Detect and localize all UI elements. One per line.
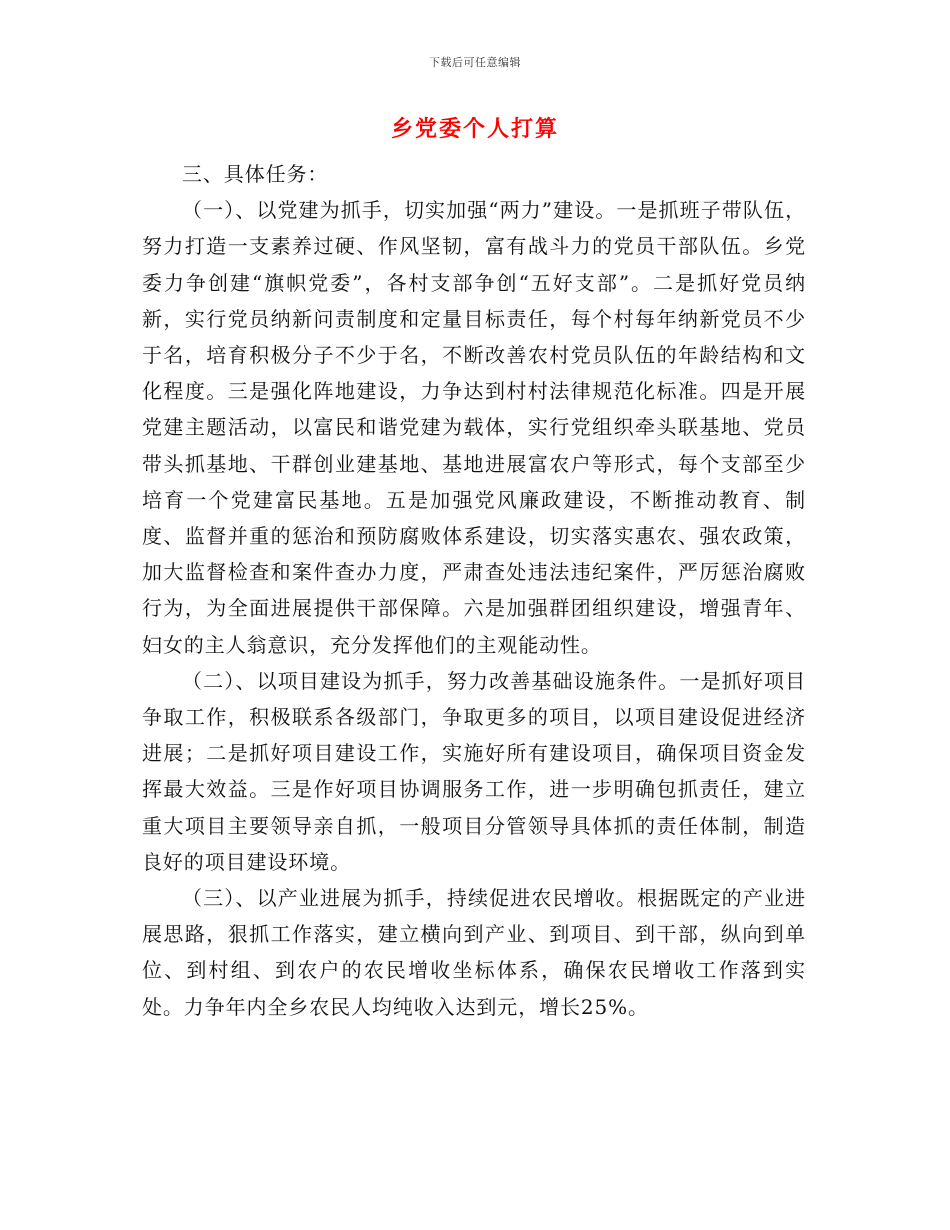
document-title: 乡党委个人打算 [390,116,559,142]
header-note: 下载后可任意编辑 [429,56,521,69]
document-body [142,156,806,1025]
paragraph-project-construction: （二）、以项目建设为抓手，努力改善基础设施条件。一是抓好项目争取工作，积极联系各级部门，争取更多的项目，以项目建设促进经济进展；二是抓好项目建设工作，实施好所有建设项目，确保项目资金发挥最大效益。三是作好项目协调服务工作，进一步明确包抓责任，建立重大项目主要领导亲自抓，一般项目分管领导具体抓的责任体制，制造良好的项目建设环境。 [142,668,806,874]
paragraph-industry-development: （三）、以产业进展为抓手，持续促进农民增收。根据既定的产业进展思路，狠抓工作落实，建立横向到产业、到项目、到干部，纵向到单位、到村组、到农户的农民增收坐标体系，确保农民增收工作落到实处。力争年内全乡农民人均纯收入达到元，增长25%。 [142,886,806,1019]
paragraph-party-building: （一）、以党建为抓手，切实加强“两力”建设。一是抓班子带队伍，努力打造一支素养过硬、作风坚韧，富有战斗力的党员干部队伍。乡党委力争创建“旗帜党委”，各村支部争创“五好支部”。二是抓好党员纳新，实行党员纳新问责制度和定量目标责任，每个村每年纳新党员不少于名，培育积极分子不少于名，不断改善农村党员队伍的年龄结构和文化程度。三是强化阵地建设，力争达到村村法律规范化标准。四是开展党建主题活动，以富民和谐党建为载体，实行党组织牵头联基地、党员带头抓基地、干群创业建基地、基地进展富农户等形式，每个支部至少培育一个党建富民基地。五是加强党风廉政建设，不断推动教育、制度、监督并重的惩治和预防腐败体系建设，切实落实惠农、强农政策，加大监督检查和案件查办力度，严肃查处违法违纪案件，严厉惩治腐败行为，为全面进展提供干部保障。六是加强群团组织建设，增强青年、妇女的主人翁意识，充分发挥他们的主观能动性。 [142,198,806,657]
section-heading: 三、具体任务： [182,162,329,186]
